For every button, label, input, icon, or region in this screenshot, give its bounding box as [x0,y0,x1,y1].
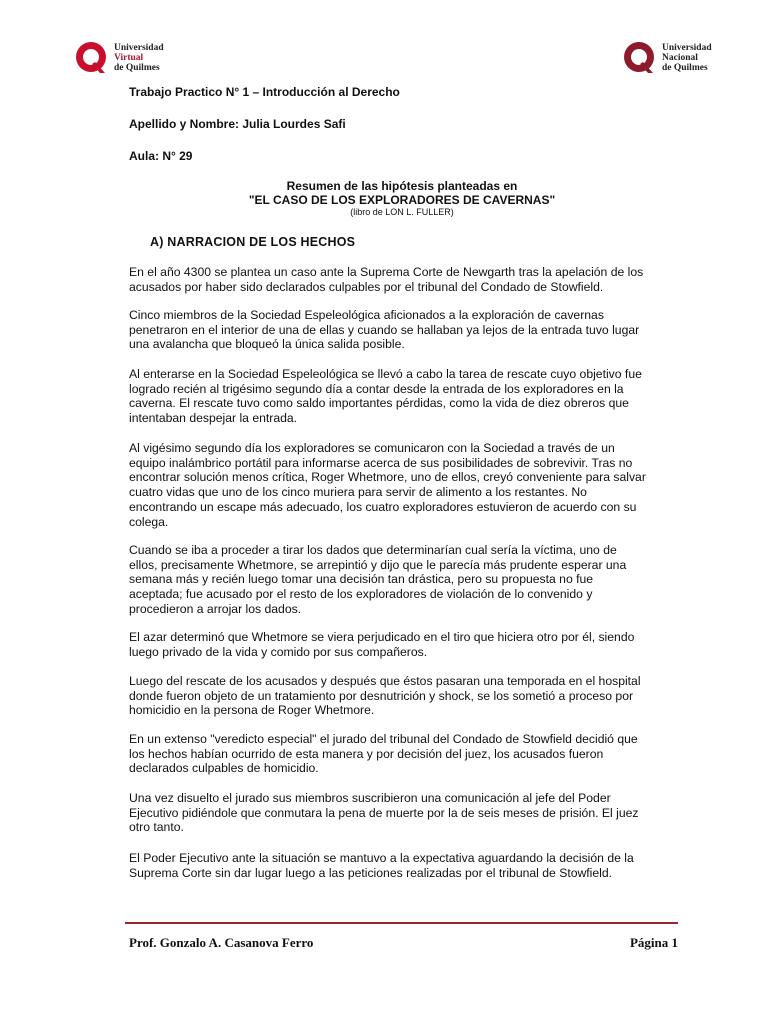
paragraph-line: encontrar solución menos crítica, Roger Whetmore, uno de ellos, creyó conveniente para salvar [129,470,646,485]
footer-professor: Prof. Gonzalo A. Casanova Ferro [129,935,314,950]
footer-page-number: Página 1 [629,935,678,950]
paragraph-line: una avalancha que bloqueó la única salida posible. [129,337,405,352]
student-name: Apellido y Nombre: Julia Lourdes Safi [129,117,346,131]
paragraph-line: encontrando un escape más adecuado, los cuatro exploradores estuvieron de acuerdo con su [129,499,637,514]
paragraph-3 [129,367,677,426]
paragraph-line: Al enterarse en la Sociedad Espeleológica se llevó a cabo la tarea de rescate cuyo objetivo fue [129,367,642,381]
uvq-wordmark: Universidad Virtual de Quilmes [114,43,164,73]
paragraph-line: luego privado de la vida y comido por sus compañeros. [129,644,428,659]
course-title: Trabajo Practico N° 1 – Introducción al Derecho [129,85,400,99]
paragraph-line: Suprema Corte sin dar lugar luego a las peticiones realizadas por el tribunal de Stowfield. [129,865,613,880]
paragraph-line: colega. [129,514,169,529]
paragraph-line: Cinco miembros de la Sociedad Espeleológica aficionados a la exploración de cavernas [129,308,604,322]
section-heading: A) NARRACION DE LOS HECHOS [150,235,356,249]
title-line-2: "EL CASO DE LOS EXPLORADORES DE CAVERNAS" [248,193,556,207]
paragraph-line: Cuando se iba a proceder a tirar los dados que determinarían cual sería la víctima, uno de [129,543,617,557]
logo-universidad-virtual-quilmes [74,40,164,76]
paragraph-line: Luego del rescate de los acusados y después que éstos pasaran una temporada en el hospital [129,674,641,688]
paragraph-8 [129,732,677,776]
paragraph-line: aceptada; fue acusado por el resto de los exploradores de violación de lo convenido y [129,587,593,602]
paragraph-line: En el año 4300 se plantea un caso ante la Suprema Corte de Newgarth tras la apelación de los [129,265,644,279]
paragraph-line: Al vigésimo segundo día los exploradores se comunicaron con la Sociedad a través de un [129,441,615,455]
paragraph-line: El Poder Ejecutivo ante la situación se mantuvo a la expectativa aguardando la decisión de la [129,851,634,865]
uvq-emblem-icon [74,40,110,76]
paragraph-line: semana más y recién luego tomar una decisión tan drástica, pero su propuesta no fue [129,572,594,587]
title-book-reference: (libro de LON L. FULLER) [350,207,454,217]
paragraph-line: El azar determinó que Whetmore se viera perjudicado en el tiro que hiciera otro por él, siendo [129,630,635,644]
paragraph-1 [129,265,677,294]
paragraph-7 [129,674,677,718]
paragraph-line: otro tanto. [129,820,184,835]
paragraph-line: cuatro vidas que uno de los cinco muriera para servir de alimento a los restantes. No [129,485,587,500]
paragraph-line: En un extenso "veredicto especial" el jurado del tribunal del Condado de Stowfield decidió que [129,732,638,746]
paragraph-10 [129,851,677,880]
document-title-block [129,179,675,217]
classroom-number: Aula: N° 29 [129,149,193,163]
paragraph-line: los hechos habían ocurrido de esta manera y por decisión del juez, los acusados fueron [129,746,604,761]
paragraph-line: equipo inalámbrico portátil para informarse acerca de sus posibilidades de sobrevivir. Tras no [129,455,633,470]
paragraph-line: homicidio en la persona de Roger Whetmore. [129,703,375,718]
paragraph-line: acusados por haber sido declarados culpables por el tribunal del Condado de Stowfield. [129,279,604,294]
paragraph-line: intentaban despejar la entrada. [129,411,298,426]
paragraph-9 [129,791,677,835]
paragraph-line: donde fueron objeto de un tratamiento por desnutrición y shock, se los sometió a proceso por [129,688,634,703]
paragraph-2 [129,308,677,352]
unq-wordmark: Universidad Nacional de Quilmes [662,43,712,73]
title-line-1: Resumen de las hipótesis planteadas en [286,179,518,193]
logo-universidad-nacional-quilmes [622,40,712,76]
footer-rule [125,922,678,924]
paragraph-line: Una vez disuelto el jurado sus miembros suscribieron una comunicación al jefe del Poder [129,791,611,805]
paragraph-line: caverna. El rescate tuvo como saldo importantes pérdidas, como la vida de diez obreros que [129,396,629,411]
paragraph-line: penetraron en el interior de una de ellas y cuando se hallaban ya lejos de la entrada tuvo lugar [129,322,640,337]
paragraph-line: ellos, precisamente Whetmore, se arrepintió y dijo que le parecía más prudente esperar una [129,557,627,572]
paragraph-line: declarados culpables de homicidio. [129,761,319,776]
paragraph-line: procedieron a arrojar los dados. [129,601,302,616]
paragraph-5 [129,543,677,617]
paragraph-line: logrado recién al trigésimo segundo día a contar desde la entrada de los exploradores en la [129,381,624,396]
paragraph-line: Ejecutivo pidiéndole que conmutara la pena de muerte por la de seis meses de prisión. El juez [129,805,639,820]
unq-emblem-icon [622,40,658,76]
paragraph-6 [129,630,677,659]
paragraph-4 [129,441,677,529]
